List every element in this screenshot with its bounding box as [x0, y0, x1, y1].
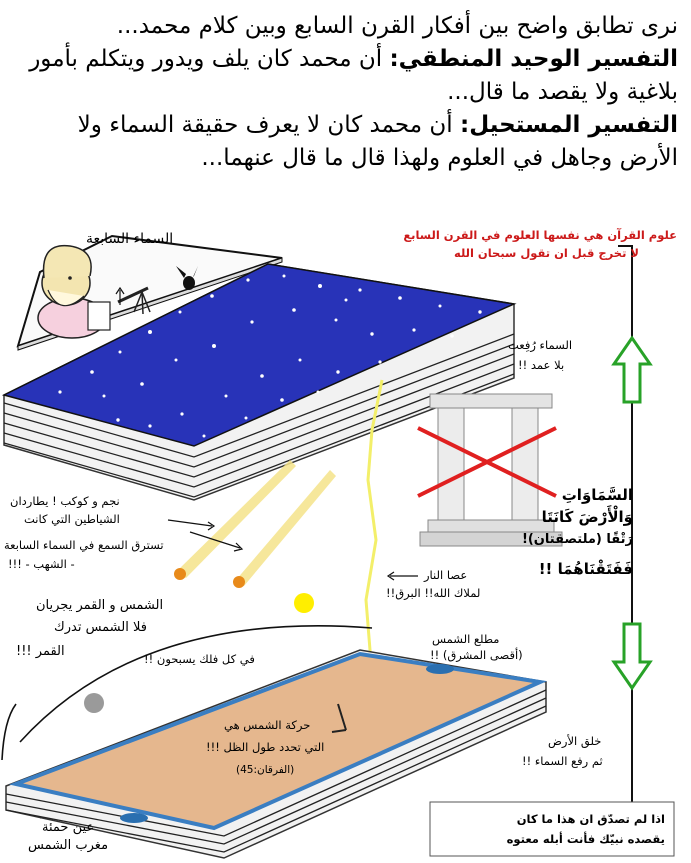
sun-moon-line-1: الشمس و القمر يجريان [36, 598, 164, 613]
bottom-note-line-2: يقصده نبيّك فأنت أبله معتوه [506, 832, 665, 846]
earth-created-line-1: خلق الأرض [548, 734, 602, 748]
sun-icon [294, 593, 314, 613]
bottom-note-box [430, 802, 674, 856]
red-note-line-1: علوم القرآن هي نفسها العلوم في القرن السابع [403, 228, 677, 242]
sunrise-line-1: مطلع الشمس [432, 632, 500, 646]
verse-line-2: وَالْأَرْضَ كَانَتَا [541, 508, 633, 526]
sunrise-line-2: (أقصى المشرق) !! [430, 648, 523, 662]
earth-created-line-2: ثم رفع السماء !! [522, 754, 603, 768]
sun-moon-line-2: فلا الشمس تدرك [54, 620, 147, 635]
meteors-line-4: - الشهب - !!! [8, 557, 75, 571]
meteors-line-3: تسترق السمع في السماء السابعة [4, 538, 164, 552]
shadow-line-3: (الفرقان:45) [236, 764, 295, 776]
impossible-interpretation-heading: التفسير المستحيل: [460, 112, 678, 138]
intro-line-3: بلاغية ولا يقصد ما قال... [447, 79, 678, 105]
verse-line-4: فَفَتَقْنَاهُمَا !! [538, 560, 633, 578]
logical-interpretation-heading: التفسير الوحيد المنطقي: [389, 46, 678, 72]
intro-line-4 [14, 109, 678, 142]
meteors-line-1: نجم و كوكب ! يطاردان [10, 494, 120, 508]
moon-icon [84, 693, 104, 713]
intro-line-4-rest: أن محمد كان لا يعرف حقيقة السماء ولا [77, 112, 460, 138]
shadow-line-1: حركة الشمس هي [224, 718, 311, 732]
intro-text [14, 10, 678, 175]
intro-line-5: الأرض وجاهل في العلوم ولهذا قال ما قال عنهما... [201, 145, 678, 171]
sunset-line-1: عين حمئة [42, 820, 95, 835]
green-down-arrow-icon [614, 624, 650, 688]
intro-line-2-rest: أن محمد كان يلف ويدور ويتكلم بأمور [29, 46, 390, 72]
sky-raised-line-2: بلا عمد !! [518, 358, 565, 372]
verse-line-3: رَتْقًا (ملتصقتان)! [521, 532, 633, 547]
seventh-heaven-label: السماء السابعة [86, 231, 174, 247]
bottom-note-line-1: اذا لم تصدّق ان هذا ما كان [516, 812, 665, 826]
orbit-label: في كل فلك يسبحون !! [144, 652, 255, 666]
intro-line-2 [14, 43, 678, 76]
sky-raised-line-1: السماء رُفِعت [508, 338, 573, 352]
sunset-spring [120, 813, 148, 823]
sunset-line-2: مغرب الشمس [28, 838, 109, 853]
fire-staff-line-1: عصا النار [424, 568, 468, 582]
intro-line-1: نرى تطابق واضح بين أفكار القرن السابع وبين كلام محمد... [116, 13, 678, 39]
shadow-line-2: التي تحدد طول الظل !!! [206, 740, 325, 754]
meteors-line-2: الشياطين التي كانت [24, 512, 120, 526]
green-up-arrow-icon [614, 338, 650, 402]
sunrise-spring [426, 664, 454, 674]
red-note-line-2: لا تخرج قبل ان تقول سبحان الله [453, 246, 639, 260]
verse-line-1: السَّمَاوَاتِ [561, 486, 633, 504]
sun-moon-line-3: القمر !!! [16, 644, 65, 659]
fire-staff-line-2: لملاك الله!! البرق!! [386, 586, 481, 600]
